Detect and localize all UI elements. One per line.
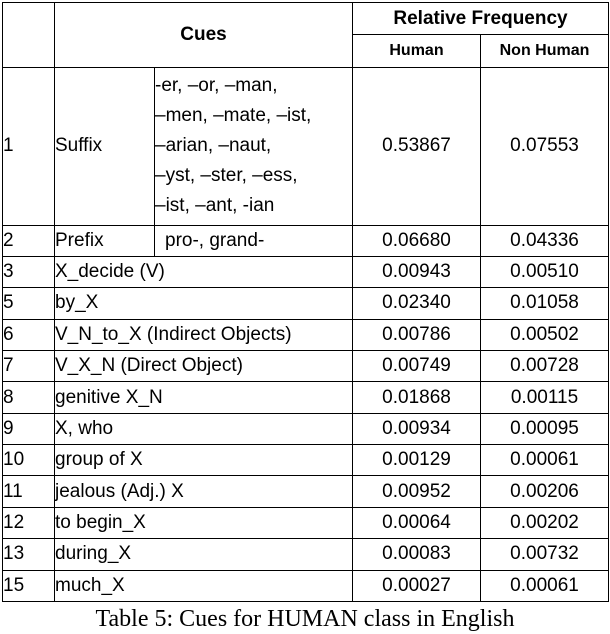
row-cue: genitive X_N	[55, 382, 353, 413]
table-row	[3, 539, 609, 570]
row-human-value: 0.01868	[353, 382, 481, 413]
suffix-line: -er, –or, –man,	[155, 75, 278, 97]
table-row	[3, 507, 609, 538]
header-non-human: Non Human	[481, 35, 609, 67]
row-cue: by_X	[55, 288, 353, 319]
row-human-value: 0.02340	[353, 288, 481, 319]
header-cues: Cues	[55, 3, 353, 68]
header-human: Human	[353, 35, 481, 67]
row-human-value: 0.00027	[353, 570, 481, 601]
cues-table	[2, 2, 609, 602]
row-number: 7	[3, 351, 55, 382]
row-number: 10	[3, 445, 55, 476]
table-row	[3, 288, 609, 319]
table-row	[3, 476, 609, 507]
row-human-value: 0.53867	[353, 67, 481, 225]
row-non-human-value: 0.00502	[481, 319, 609, 350]
table-row	[3, 382, 609, 413]
suffix-line: –yst, –ster, –ess,	[155, 165, 298, 187]
suffix-line: –ist, –ant, -ian	[155, 195, 275, 217]
row-number: 1	[3, 67, 55, 225]
suffix-list	[155, 67, 353, 225]
table-row-suffix	[3, 67, 609, 225]
row-cue: group of X	[55, 445, 353, 476]
header-index-cell	[3, 3, 55, 68]
row-non-human-value: 0.00061	[481, 570, 609, 601]
row-number: 2	[3, 225, 55, 256]
table-row	[3, 351, 609, 382]
table-row	[3, 445, 609, 476]
row-cue: X_decide (V)	[55, 256, 353, 287]
row-non-human-value: 0.00728	[481, 351, 609, 382]
row-non-human-value: 0.00115	[481, 382, 609, 413]
row-human-value: 0.00786	[353, 319, 481, 350]
row-number: 6	[3, 319, 55, 350]
row-human-value: 0.00083	[353, 539, 481, 570]
row-cue: much_X	[55, 570, 353, 601]
row-non-human-value: 0.00095	[481, 413, 609, 444]
row-cue: Suffix	[55, 67, 155, 225]
table-row	[3, 570, 609, 601]
suffix-line: –arian, –naut,	[155, 135, 272, 157]
row-human-value: 0.00934	[353, 413, 481, 444]
row-non-human-value: 0.01058	[481, 288, 609, 319]
header-row-top	[3, 3, 609, 35]
table-row-prefix	[3, 225, 609, 256]
table-row	[3, 319, 609, 350]
row-number: 5	[3, 288, 55, 319]
row-number: 13	[3, 539, 55, 570]
row-non-human-value: 0.00206	[481, 476, 609, 507]
suffix-line: –men, –mate, –ist,	[155, 105, 312, 127]
row-number: 8	[3, 382, 55, 413]
row-human-value: 0.00943	[353, 256, 481, 287]
row-human-value: 0.06680	[353, 225, 481, 256]
row-cue: during_X	[55, 539, 353, 570]
row-non-human-value: 0.04336	[481, 225, 609, 256]
row-human-value: 0.00749	[353, 351, 481, 382]
row-number: 9	[3, 413, 55, 444]
row-cue: V_X_N (Direct Object)	[55, 351, 353, 382]
table-row	[3, 256, 609, 287]
row-cue: Prefix	[55, 225, 155, 256]
table-caption: Table 5: Cues for HUMAN class in English	[95, 606, 515, 632]
row-cue: V_N_to_X (Indirect Objects)	[55, 319, 353, 350]
row-non-human-value: 0.00061	[481, 445, 609, 476]
row-human-value: 0.00129	[353, 445, 481, 476]
row-cue: jealous (Adj.) X	[55, 476, 353, 507]
row-non-human-value: 0.07553	[481, 67, 609, 225]
row-non-human-value: 0.00202	[481, 507, 609, 538]
row-non-human-value: 0.00732	[481, 539, 609, 570]
header-relative-frequency: Relative Frequency	[353, 3, 609, 35]
row-number: 12	[3, 507, 55, 538]
row-number: 3	[3, 256, 55, 287]
row-non-human-value: 0.00510	[481, 256, 609, 287]
row-number: 11	[3, 476, 55, 507]
row-number: 15	[3, 570, 55, 601]
row-cue: to begin_X	[55, 507, 353, 538]
table-row	[3, 413, 609, 444]
row-cue: X, who	[55, 413, 353, 444]
row-human-value: 0.00952	[353, 476, 481, 507]
prefix-list: pro-, grand-	[155, 225, 353, 256]
row-human-value: 0.00064	[353, 507, 481, 538]
